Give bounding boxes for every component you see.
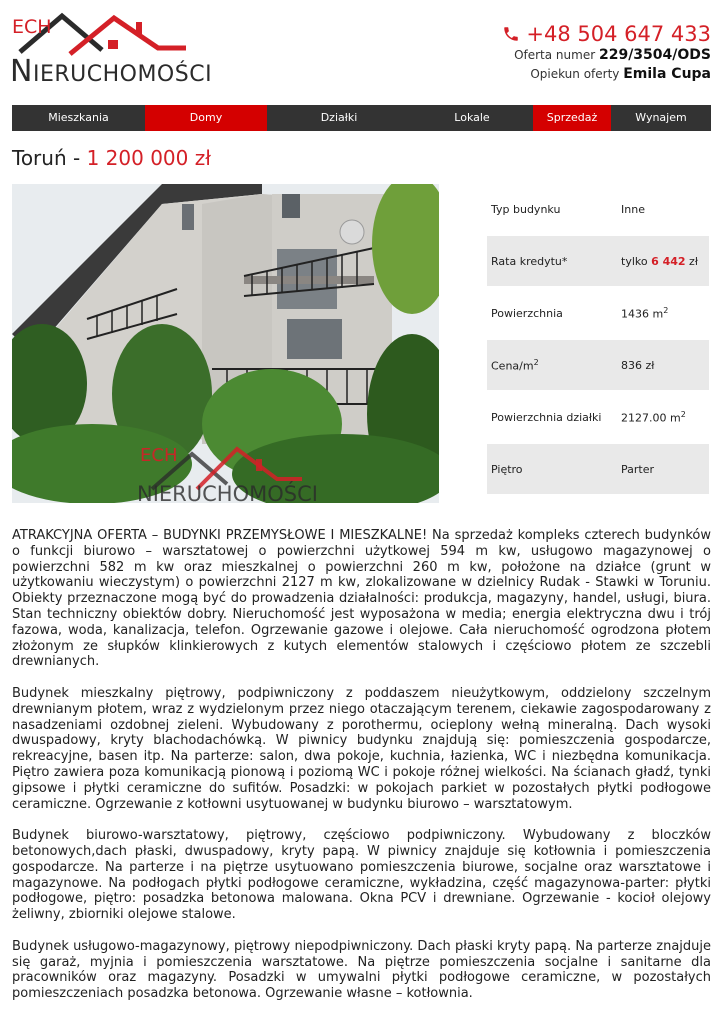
spec-value: 836 zł — [617, 339, 709, 391]
nav-item-sprzedaz[interactable]: Sprzedaż — [533, 105, 611, 131]
spec-value: Parter — [617, 443, 709, 495]
listing-city: Toruń — [12, 146, 67, 170]
spec-value — [617, 391, 709, 443]
company-logo[interactable] — [10, 10, 213, 89]
spec-value — [617, 287, 709, 339]
contact-block — [502, 22, 711, 84]
spec-label — [487, 339, 617, 391]
spec-row-floor — [487, 443, 709, 495]
watermark-name: NIERUCHOMOŚCI — [137, 482, 318, 503]
listing-photo[interactable] — [12, 184, 439, 503]
listing-title — [12, 146, 211, 170]
agent-label: Opiekun oferty — [530, 67, 620, 81]
spec-row-building-type — [487, 184, 709, 235]
logo-name-rest: IERUCHOMOŚCI — [32, 62, 213, 87]
phone-icon — [502, 25, 520, 43]
agent-name: Emila Cupa — [623, 66, 711, 82]
spec-row-plot-area — [487, 391, 709, 443]
spec-label: Rata kredytu* — [487, 235, 617, 287]
house-photo-image — [12, 184, 439, 503]
phone-number[interactable]: +48 504 647 433 — [526, 22, 711, 46]
nav-item-domy[interactable]: Domy — [145, 105, 267, 131]
spec-value-suffix: zł — [685, 254, 698, 268]
spec-row-loan-installment — [487, 235, 709, 287]
title-separator: - — [66, 146, 87, 170]
description-paragraph: Budynek mieszkalny piętrowy, podpiwniczony z poddaszem nieużytkowym, oddzielony szczelnym drewnianym płotem, wraz z wydzielonym przez niego otaczającym terenem, ciekawie zagospodarowany z nasadzeniami ozdobnej zieleni. Wybudowany z porothermu, ocieplony wełną mineralną. Dach wysoki dwuspadowy, kryty blachodachówką. W piwnicy budynku znajdują się: pomieszczenia gospodarcze, rekreacyjne, basen itp. Na parterze: salon, dwa pokoje, kuchnia, łazienka, WC i niezbędna komunikacja. Piętro zawiera poza komunikacją pionową i poziomą WC i pokoje różnej wielkości. Na ścianach gładź, tynki gipsowe i płytki ceramiczne do sufitów. Posadzki: w pokojach parkiet w pozostałych płytki podłogowe ceramiczne. Ogrzewanie z kotłowni usytuowanej w budynku biurowo – warsztatowym. — [12, 685, 711, 812]
offer-number: 229/3504/ODS — [598, 47, 711, 63]
spec-label: Typ budynku — [487, 184, 617, 235]
spec-row-price-per-m2 — [487, 339, 709, 391]
spec-label-sup: 2 — [533, 357, 539, 367]
logo-name-text — [10, 54, 212, 89]
spec-label: Powierzchnia działki — [487, 391, 617, 443]
description-paragraph: Budynek usługowo-magazynowy, piętrowy niepodpiwniczony. Dach płaski kryty papą. Na parterze znajduje się garaż, myjnia i pomieszczenia warsztatowe. Na piętrze pomieszczenia socjalne i sanitarne dla pracowników oraz magazyny. Posadzki w umywalni płytki podłogowe ceramiczne, w pozostałych pomieszczeniach posadzka betonowa. Ogrzewanie własne – kotłownia. — [12, 938, 711, 1002]
spec-value-prefix: tylko — [621, 254, 652, 268]
spec-value-text: 1436 m — [621, 307, 664, 321]
main-nav — [12, 105, 711, 131]
specs-table — [487, 184, 709, 496]
spec-label-text: Cena/m — [491, 359, 534, 373]
watermark-ech: ECH — [140, 445, 178, 466]
logo-ech-text: ECH — [12, 16, 52, 38]
nav-item-lokale[interactable]: Lokale — [454, 111, 490, 124]
description-paragraph: ATRAKCYJNA OFERTA – BUDYNKI PRZEMYSŁOWE I MIESZKALNE! Na sprzedaż kompleks czterech budynków o funkcji biurowo – warsztatowej o powierzchni użytkowej 594 m kw, usługowo magazynowej o powierzchni 582 m kw oraz mieszkalnej o powierzchni 260 m kw, położone na działce (grunt w użytkowaniu wieczystym) o powierzchni 2127 m kw, zlokalizowane w dzielnicy Rudak - Stawki w Toruniu. Obiekty przeznaczone mogą być do prowadzenia działalności: produkcja, magazyny, handel, usługi, biura. Stan techniczny obiektów dobry. Nieruchomość jest wyposażona w media; energia elektryczna dwu i trój fazowa, woda, kanalizacja, telefon. Ogrzewanie gazowe i olejowe. Cała nieruchomość ogrodzona płotem złożonym ze słupków klinkierowych z kutych elementów stalowych i częściowo płotem ze szczebli drewnianych. — [12, 528, 711, 670]
agent-row — [502, 65, 711, 84]
spec-label: Piętro — [487, 443, 617, 495]
spec-value-sup: 2 — [680, 409, 686, 419]
offer-number-row — [502, 46, 711, 65]
listing-description — [12, 528, 711, 1018]
loan-installment-amount: 6 442 — [651, 254, 686, 268]
nav-item-mieszkania[interactable]: Mieszkania — [48, 111, 109, 124]
logo-name-initial: N — [10, 54, 33, 89]
offer-number-label: Oferta numer — [514, 48, 596, 62]
nav-item-dzialki[interactable]: Działki — [320, 111, 358, 124]
spec-value: Inne — [617, 184, 709, 235]
spec-value-text: 2127.00 m — [621, 411, 681, 425]
phone-row[interactable] — [502, 22, 711, 46]
spec-row-area — [487, 287, 709, 339]
spec-label: Powierzchnia — [487, 287, 617, 339]
spec-value-sup: 2 — [663, 305, 669, 315]
spec-value — [617, 235, 709, 287]
nav-item-wynajem[interactable]: Wynajem — [635, 111, 687, 124]
listing-price: 1 200 000 zł — [86, 146, 211, 170]
description-paragraph: Budynek biurowo-warsztatowy, piętrowy, częściowo podpiwniczony. Wybudowany z bloczków betonowych,dach płaski, dwuspadowy, kryty papą. W piwnicy znajduje się kotłownia i pomieszczenia gospodarcze. Na parterze i na piętrze usytuowano pomieszczenia biurowe, socjalne oraz warsztatowe i magazynowe. Na podłogach płytki podłogowe ceramiczne, wykładzina, część magazynowa-parter: płytki podłogowe, piętro: posadzka betonowa malowana. Okna PCV i drewniane. Ogrzewanie - kocioł olejowy żeliwny, zbiorniki olejowe stalowe. — [12, 828, 711, 923]
